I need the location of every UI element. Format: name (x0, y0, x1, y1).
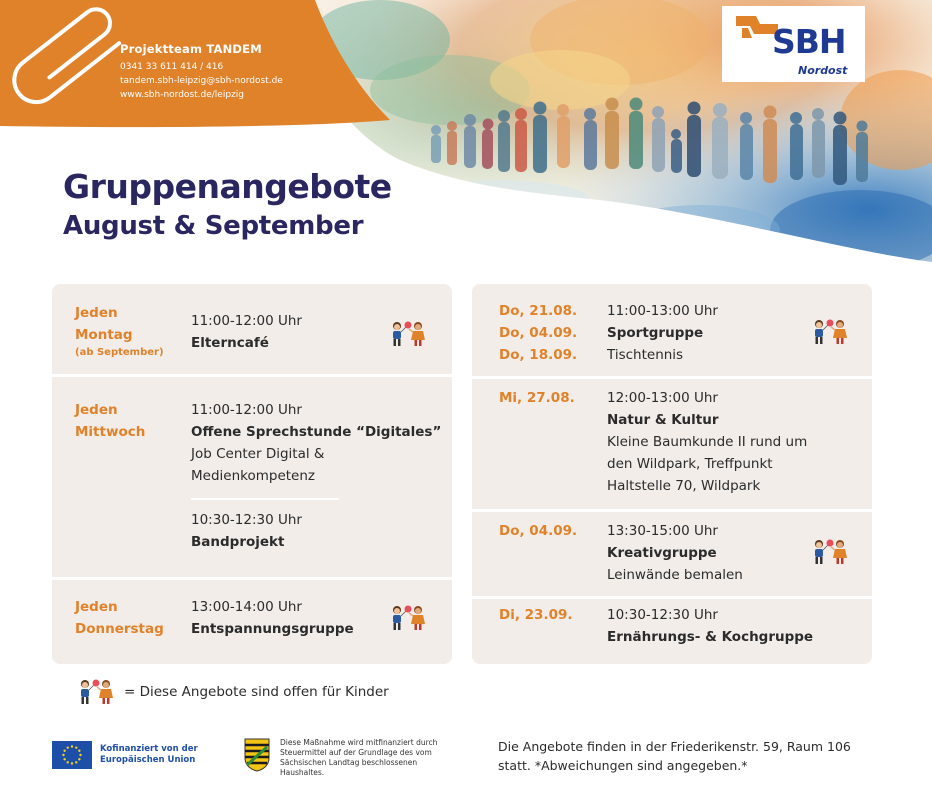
row-day (499, 520, 577, 542)
row-day (499, 387, 575, 409)
event-time: 13:00-14:00 Uhr (191, 599, 302, 615)
schedule-row (472, 599, 872, 664)
legend (76, 678, 389, 706)
location-note (498, 737, 908, 775)
eu-star (71, 745, 73, 747)
event-description: Haltstelle 70, Wildpark (607, 478, 761, 494)
phone-number: 0341 33 611 414 / 416 (120, 62, 224, 72)
row-details (191, 310, 302, 354)
day-line-3: Do, 18.09. (499, 347, 578, 363)
event-time: 11:00-12:00 Uhr (191, 313, 302, 329)
kids-icon (810, 318, 852, 346)
eu-flag-icon (52, 741, 92, 769)
event-name: Kreativgruppe (607, 545, 717, 561)
title-line-1: Gruppenangebote (63, 167, 392, 206)
event-description: den Wildpark, Treffpunkt (607, 456, 773, 472)
website-link[interactable]: www.sbh-nordost.de/leipzig (120, 90, 244, 100)
event-time: 12:00-13:00 Uhr (607, 390, 718, 406)
eu-star (63, 758, 65, 760)
eu-star (63, 750, 65, 752)
event-name: Natur & Kultur (607, 412, 719, 428)
eu-text-line-2: Europäischen Union (100, 755, 196, 765)
saxony-text-line-3: Sächsischen Landtag beschlossenen Haushaltes. (280, 758, 418, 777)
eu-star (75, 761, 77, 763)
schedule-row (472, 284, 872, 376)
eu-funding-badge (52, 741, 198, 769)
day-line-1: Jeden (75, 402, 118, 418)
inner-divider (191, 498, 339, 500)
day-line-2: Do, 04.09. (499, 325, 578, 341)
row-day (499, 604, 573, 626)
page-title (63, 168, 392, 246)
day-line-2: Mittwoch (75, 424, 146, 440)
kids-icon (76, 678, 118, 706)
eu-text (100, 744, 198, 766)
location-line-1: Die Angebote finden in der Friederikenstr. 59, Raum 106 (498, 739, 851, 754)
eu-star (62, 754, 64, 756)
legend-text: = Diese Angebote sind offen für Kinder (124, 684, 389, 700)
schedule-row (472, 379, 872, 509)
event-time: 13:30-15:00 Uhr (607, 523, 718, 539)
eu-star (79, 754, 81, 756)
eu-star (71, 762, 73, 764)
sbh-logo (722, 6, 865, 82)
saxony-text-line-2: Steuermittel auf der Grundlage des vom (280, 748, 432, 757)
event-name: Sportgruppe (607, 325, 704, 341)
day-line-2: Donnerstag (75, 621, 164, 637)
row-details (191, 509, 302, 553)
title-line-2: August & September (63, 211, 364, 241)
day-line-1: Jeden (75, 305, 118, 321)
day-line-1: Jeden (75, 599, 118, 615)
event-name: Bandprojekt (191, 534, 285, 550)
team-name: Projektteam TANDEM (120, 42, 262, 56)
logo-subtitle: Nordost (798, 64, 848, 77)
row-day (75, 399, 145, 443)
email-link[interactable]: tandem.sbh-leipzig@sbh-nordost.de (120, 76, 283, 86)
row-day (499, 300, 577, 366)
event-name: Elterncafé (191, 335, 269, 351)
eu-star (67, 746, 69, 748)
kids-icon (388, 320, 430, 348)
day-note: (ab September) (75, 347, 164, 358)
row-details (607, 300, 718, 366)
schedule-panel-dated (472, 284, 872, 664)
event-description: Tischtennis (607, 347, 684, 363)
event-name: Ernährungs- & Kochgruppe (607, 629, 814, 645)
event-time: 10:30-12:30 Uhr (191, 512, 302, 528)
schedule-row (472, 512, 872, 596)
event-name: Offene Sprechstunde “Digitales” (191, 424, 442, 440)
event-name: Entspannungsgruppe (191, 621, 354, 637)
row-day (75, 596, 164, 640)
logo-wordmark: SBH (772, 22, 846, 61)
schedule-row (52, 377, 452, 577)
eu-star (78, 750, 80, 752)
row-day (75, 302, 164, 360)
event-time: 11:00-12:00 Uhr (191, 402, 302, 418)
row-details (607, 387, 807, 497)
saxony-funding-badge (244, 738, 460, 778)
eu-star (78, 758, 80, 760)
saxony-text-line-1: Diese Maßnahme wird mitfinanziert durch (280, 738, 438, 747)
day-line-2: Montag (75, 327, 133, 343)
row-details (191, 596, 354, 640)
schedule-row (52, 580, 452, 664)
eu-text-line-1: Kofinanziert von der (100, 744, 198, 754)
event-time: 10:30-12:30 Uhr (607, 607, 718, 623)
event-description: Job Center Digital & (191, 446, 325, 462)
saxony-coat-of-arms-icon (244, 738, 270, 772)
event-time: 11:00-13:00 Uhr (607, 303, 718, 319)
schedule-panel-weekly (52, 284, 452, 664)
day-line-1: Do, 04.09. (499, 523, 578, 539)
contact-block (120, 42, 283, 102)
row-details (607, 520, 743, 586)
event-description: Leinwände bemalen (607, 567, 743, 583)
event-description: Kleine Baumkunde II rund um (607, 434, 808, 450)
schedule-row (52, 284, 452, 374)
row-details (191, 399, 441, 487)
location-line-2: statt. *Abweichungen sind angegeben.* (498, 758, 748, 773)
eu-star (75, 746, 77, 748)
saxony-text (280, 738, 460, 778)
event-description: Medienkompetenz (191, 468, 315, 484)
kids-icon (388, 604, 430, 632)
day-line-1: Di, 23.09. (499, 607, 573, 623)
kids-icon (810, 538, 852, 566)
eu-star (67, 761, 69, 763)
day-line-1: Do, 21.08. (499, 303, 578, 319)
row-details (607, 604, 813, 648)
day-line-1: Mi, 27.08. (499, 390, 575, 406)
